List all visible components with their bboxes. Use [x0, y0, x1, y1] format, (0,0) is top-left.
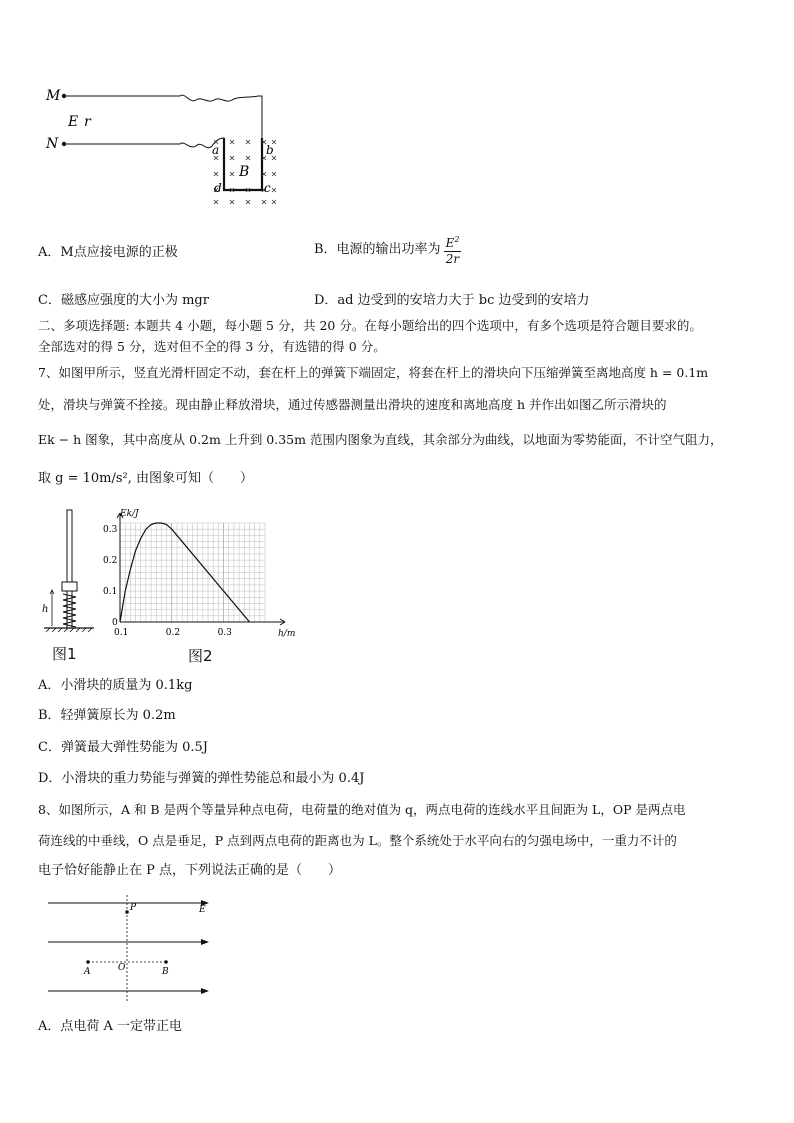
- chart-x-tick-label: 0.3: [217, 628, 232, 638]
- chart-xlabel: h/m: [278, 629, 296, 639]
- q8-label-B: B: [162, 967, 169, 977]
- label-M: M: [46, 88, 61, 104]
- q8-line3: 电子恰好能静止在 P 点，下列说法正确的是（ ）: [38, 863, 342, 878]
- q7-option-d: D．小滑块的重力势能与弹簧的弹性势能总和最小为 0.4J: [38, 771, 365, 786]
- field-cross-icon: [262, 200, 266, 204]
- label-b: b: [266, 143, 274, 157]
- section2-line1: 二、多项选择题: 本题共 4 小题，每小题 5 分，共 20 分。在每小题给出的四个选项中，有多个选项是符合题目要求的。: [38, 318, 702, 333]
- ek-h-chart: [100, 505, 305, 640]
- q8-label-P: P: [130, 903, 137, 913]
- field-cross-icon: [246, 140, 250, 144]
- field-cross-icon: [214, 200, 218, 204]
- section2-line2: 全部选对的得 5 分，选对但不全的得 3 分，有选错的得 0 分。: [38, 339, 386, 354]
- q8-option-a: A．点电荷 A 一定带正电: [38, 1019, 183, 1034]
- q7-line3: Ek − h 图象，其中高度从 0.2m 上升到 0.35m 范围内图象为直线，其余部分为曲线，以地面为零势能面，不计空气阻力，: [38, 432, 723, 447]
- frac-den: 2r: [445, 252, 460, 266]
- label-d: d: [214, 181, 222, 195]
- field-cross-icon: [230, 140, 234, 144]
- q8-label-O: O: [118, 963, 126, 973]
- q7-figure1: [38, 506, 100, 636]
- chart-x-tick-label: 0.2: [165, 628, 181, 638]
- chart-y-tick-label: 0: [112, 618, 118, 628]
- field-cross-icon: [230, 200, 234, 204]
- label-a: a: [212, 143, 220, 157]
- q6-option-a: A．M点应接电源的正极: [38, 245, 178, 260]
- q8-line1: 8、如图所示，A 和 B 是两个等量异种点电荷，电荷量的绝对值为 q，两点电荷的连线水平且间距为 L，OP 是两点电: [38, 802, 686, 817]
- field-cross-icon: [272, 172, 276, 176]
- q7-line2: 处，滑块与弹簧不拴接。现由静止释放滑块，通过传感器测量出滑块的速度和离地高度 h 并作出如图乙所示滑块的: [38, 397, 667, 412]
- label-r: r: [84, 114, 91, 130]
- circuit-figure: [40, 82, 290, 212]
- q8-field-figure: [40, 890, 220, 1005]
- fig1-h-label: h: [42, 604, 49, 615]
- q8-label-E: E: [199, 905, 206, 915]
- q6-option-b: [314, 232, 461, 267]
- field-cross-icon: [272, 188, 276, 192]
- frac-num-sup: 2: [454, 235, 460, 244]
- q7-option-a: A．小滑块的质量为 0.1kg: [38, 678, 193, 693]
- q8-label-A: A: [84, 967, 91, 977]
- q7-line4: 取 g = 10m/s², 由图象可知（ ）: [38, 471, 254, 486]
- field-cross-icon: [230, 156, 234, 160]
- label-N: N: [46, 136, 59, 152]
- field-cross-icon: [246, 200, 250, 204]
- chart-ylabel: Ek/J: [120, 509, 139, 519]
- chart-y-tick-label: 0.3: [103, 525, 118, 536]
- frac-num: E: [445, 236, 455, 250]
- field-cross-icon: [246, 156, 250, 160]
- q6-option-b-fraction: [444, 232, 462, 267]
- label-E: E: [68, 114, 79, 130]
- q7-fig2-label: 图2: [188, 647, 213, 665]
- q6-option-b-text: B．电源的输出功率为: [314, 242, 441, 257]
- chart-y-tick-label: 0.1: [103, 587, 118, 598]
- chart-x-tick-label: 0.1: [114, 628, 129, 638]
- field-cross-icon: [230, 172, 234, 176]
- field-cross-icon: [272, 200, 276, 204]
- label-c: c: [264, 181, 271, 195]
- label-B: B: [239, 164, 250, 180]
- field-cross-icon: [214, 172, 218, 176]
- q8-line2: 荷连线的中垂线，O 点是垂足，P 点到两点电荷的距离也为 L。整个系统处于水平向右的匀强电场中，一重力不计的: [38, 833, 677, 848]
- chart-y-tick-label: 0.2: [103, 556, 118, 567]
- q6-option-d: D．ad 边受到的安培力大于 bc 边受到的安培力: [314, 293, 590, 308]
- q6-option-c: C．磁感应强度的大小为 mgr: [38, 293, 209, 308]
- q7-option-b: B．轻弹簧原长为 0.2m: [38, 708, 176, 723]
- q7-fig1-label: 图1: [52, 645, 77, 663]
- q7-option-c: C．弹簧最大弹性势能为 0.5J: [38, 740, 208, 755]
- q7-line1: 7、如图甲所示，竖直光滑杆固定不动，套在杆上的弹簧下端固定，将套在杆上的滑块向下压缩弹簧至离地高度 h = 0.1m: [38, 365, 709, 380]
